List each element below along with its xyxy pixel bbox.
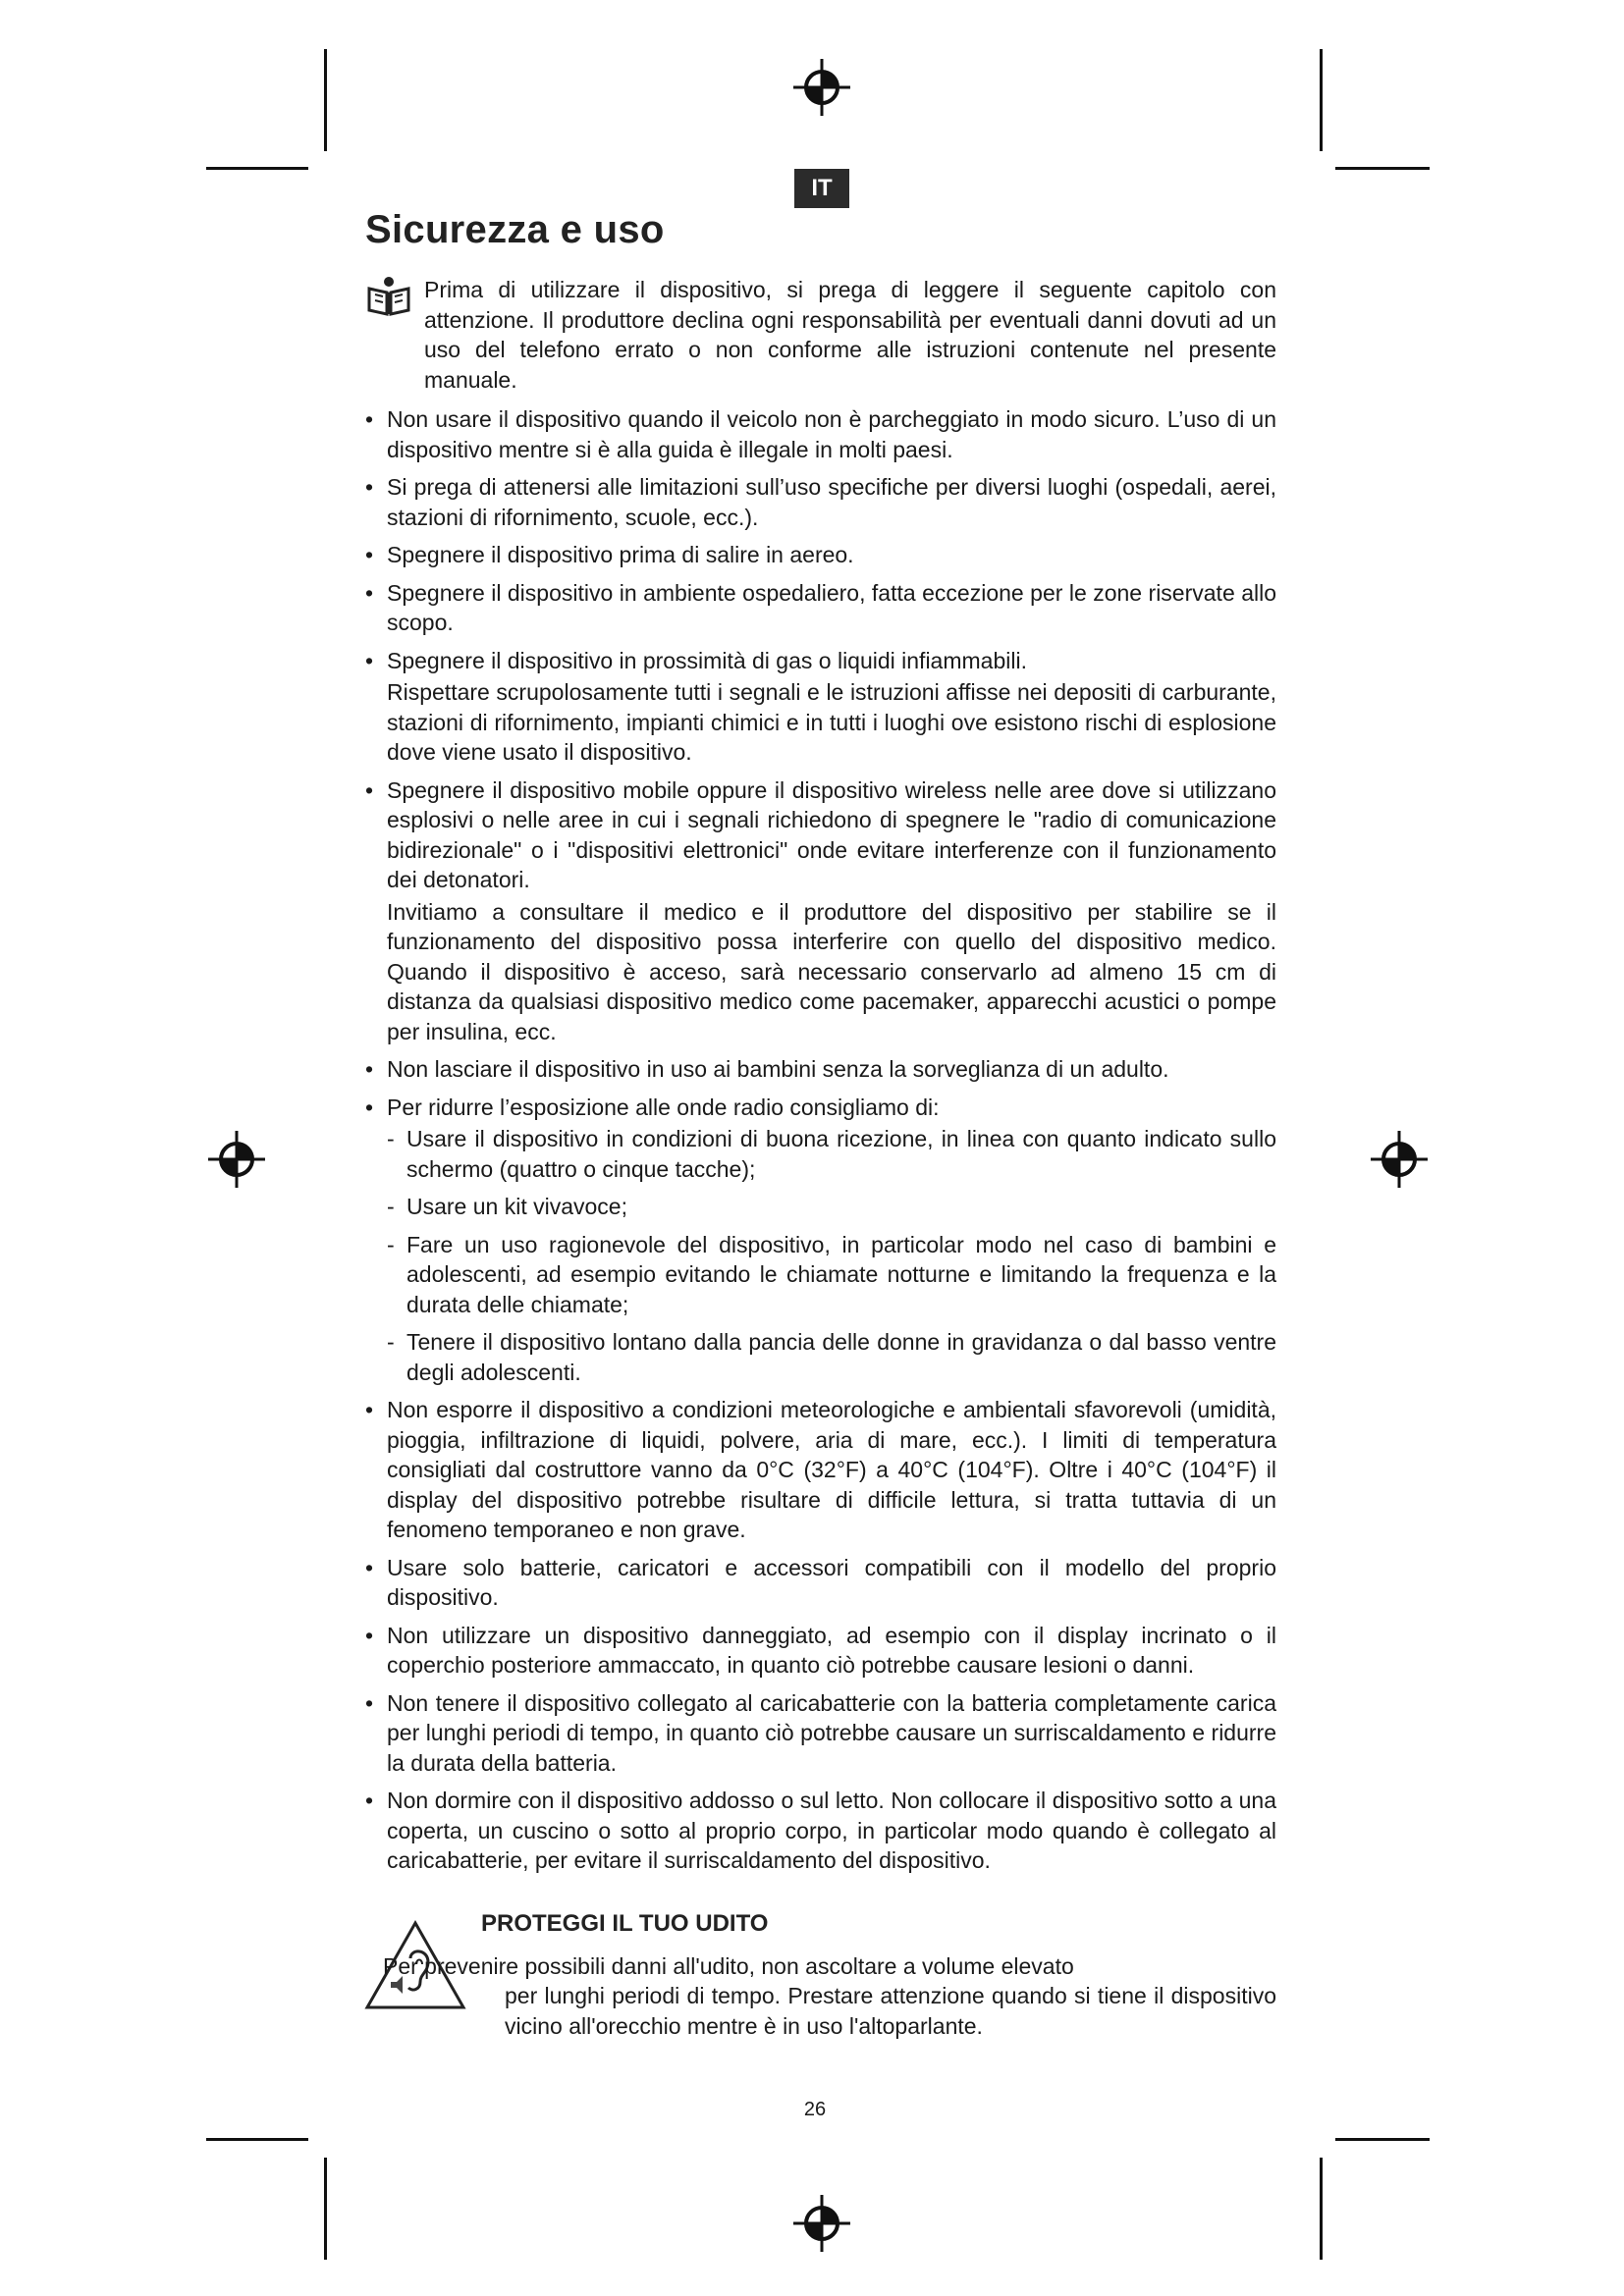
list-item-text: Non dormire con il dispositivo addosso o sul letto. Non collocare il dispositivo sotto a una coperta, un cuscino o sotto al proprio corpo, in particolar modo quando è collegato al caricabatterie, per evitare il surriscaldamento del dispositivo. <box>387 1788 1276 1873</box>
list-item-text: Usare solo batterie, caricatori e accessori compatibili con il modello del proprio dispositivo. <box>387 1554 1276 1610</box>
list-item-text: Spegnere il dispositivo in ambiente ospedaliero, fatta eccezione per le zone riservate allo scopo. <box>387 579 1276 635</box>
safety-list <box>365 404 1276 1884</box>
crop-mark <box>206 2138 308 2141</box>
sub-list-item-text: Tenere il dispositivo lontano dalla pancia delle donne in gravidanza o dal basso ventre degli adolescenti. <box>406 1329 1276 1385</box>
registration-mark-icon <box>791 57 852 118</box>
sub-list-item-text: Fare un uso ragionevole del dispositivo, in particolar modo nel caso di bambini e adolescenti, ad esempio evitando le chiamate notturne e limitando la frequenza e la durata delle chiamate; <box>406 1231 1276 1317</box>
list-item: • Per ridurre l’esposizione alle onde radio consigliamo di: <box>365 1094 940 1120</box>
read-manual-icon <box>365 275 412 316</box>
list-item-text: Non lasciare il dispositivo in uso ai bambini senza la sorveglianza di un adulto. <box>387 1056 1169 1082</box>
sub-list-item: - Usare il dispositivo in condizioni di buona ricezione, in linea con quanto indicato sullo schermo (quattro o cinque tacche); <box>387 1126 1276 1182</box>
list-item-text: Per ridurre l’esposizione alle onde radio consigliamo di: <box>387 1094 940 1120</box>
list-item-text: Non utilizzare un dispositivo danneggiato, ad esempio con il display incrinato o il coperchio posteriore ammaccato, in quanto ciò potrebbe causare lesioni o danni. <box>387 1622 1276 1678</box>
hearing-text-line: Per prevenire possibili danni all'udito, non ascoltare a volume elevato <box>383 1953 1074 1979</box>
list-item: • Si prega di attenersi alle limitazioni sull’uso specifiche per diversi luoghi (ospedali, aerei, stazioni di rifornimento, scuole, ecc.). <box>365 474 1276 530</box>
crop-mark <box>1320 2158 1323 2260</box>
sub-list-item: - Usare un kit vivavoce; <box>387 1194 627 1219</box>
list-item: • Non utilizzare un dispositivo danneggiato, ad esempio con il display incrinato o il coperchio posteriore ammaccato, in quanto ciò potrebbe causare lesioni o danni. <box>365 1622 1276 1678</box>
page-title: Sicurezza e uso <box>365 208 665 251</box>
paragraph: Invitiamo a consultare il medico e il produttore del dispositivo per stabilire se il funzionamento del dispositivo possa interferire con quello del dispositivo medico. Quando il dispositivo è acceso, sarà necessario conservarlo ad almeno 15 cm di distanza da qualsiasi dispositivo medico come pacemaker, apparecchi acustici o pompe per insulina, ecc. <box>387 898 1276 1044</box>
intro-paragraph: Prima di utilizzare il dispositivo, si prega di leggere il seguente capitolo con attenzione. Il produttore declina ogni responsabilità per eventuali danni dovuti ad un uso del telefono errato o non conforme alle istruzioni contenute nel presente manuale. <box>424 277 1276 393</box>
list-item-text: Non esporre il dispositivo a condizioni meteorologiche e ambientali sfavorevoli (umidità, pioggia, infiltrazione di liquidi, polvere, aria di mare, ecc.). I limiti di temperatura consigliati dal costruttore vanno da 0°C (32°F) a 40°C (104°F). Oltre i 40°C (104°F) il display del dispositivo potrebbe risultare di difficile lettura, si tratta tuttavia di un fenomeno temporaneo e non grave. <box>387 1397 1276 1542</box>
list-item: • Spegnere il dispositivo mobile oppure il dispositivo wireless nelle aree dove si utilizzano esplosivi o nelle aree in cui i segnali richiedono di spegnere le "radio di comunicazione bidirezionale" o i "dispositivi elettronici" onde evitare interferenze con il funzionamento dei detonatori. <box>365 776 1276 892</box>
sub-list-item-text: Usare un kit vivavoce; <box>406 1194 627 1219</box>
list-item-text: Non usare il dispositivo quando il veicolo non è parcheggiato in modo sicuro. L’uso di un dispositivo mentre si è alla guida è illegale in molti paesi. <box>387 406 1276 462</box>
list-item: • Spegnere il dispositivo in ambiente ospedaliero, fatta eccezione per le zone riservate allo scopo. <box>365 579 1276 635</box>
list-item-text: Spegnere il dispositivo prima di salire in aereo. <box>387 542 854 567</box>
list-item: • Non lasciare il dispositivo in uso ai bambini senza la sorveglianza di un adulto. <box>365 1056 1169 1082</box>
registration-mark-icon <box>206 1129 267 1190</box>
list-item: • Spegnere il dispositivo in prossimità di gas o liquidi infiammabili. <box>365 647 1027 673</box>
registration-mark-icon <box>1369 1129 1430 1190</box>
list-item-text: Non tenere il dispositivo collegato al caricabatterie con la batteria completamente carica per lunghi periodi di tempo, in quanto ciò potrebbe causare un surriscaldamento e ridurre la durata della batteria. <box>387 1689 1276 1776</box>
list-item-text: Spegnere il dispositivo mobile oppure il dispositivo wireless nelle aree dove si utilizzano esplosivi o nelle aree in cui i segnali richiedono di spegnere le "radio di comunicazione bidirezionale" o i "dispositivi elettronici" onde evitare interferenze con il funzionamento dei detonatori. <box>387 776 1276 892</box>
sub-list-item: - Fare un uso ragionevole del dispositivo, in particolar modo nel caso di bambini e adolescenti, ad esempio evitando le chiamate notturne e limitando la frequenza e la durata delle chiamate; <box>387 1231 1276 1317</box>
list-item: • Non dormire con il dispositivo addosso o sul letto. Non collocare il dispositivo sotto a una coperta, un cuscino o sotto al proprio corpo, in particolar modo quando è collegato al caricabatterie, per evitare il surriscaldamento del dispositivo. <box>365 1788 1276 1873</box>
sub-list-item-text: Usare il dispositivo in condizioni di buona ricezione, in linea con quanto indicato sullo schermo (quattro o cinque tacche); <box>406 1126 1276 1182</box>
hearing-text: per lunghi periodi di tempo. Prestare attenzione quando si tiene il dispositivo vicino all'orecchio mentre è in uso l'altoparlante. <box>505 1983 1276 2039</box>
list-item-text: Si prega di attenersi alle limitazioni sull’uso specifiche per diversi luoghi (ospedali, aerei, stazioni di rifornimento, scuole, ecc.). <box>387 474 1276 530</box>
crop-mark <box>324 2158 327 2260</box>
list-item: • Spegnere il dispositivo prima di salire in aereo. <box>365 542 854 567</box>
crop-mark <box>1335 2138 1430 2141</box>
crop-mark <box>324 49 327 151</box>
list-item: • Non usare il dispositivo quando il veicolo non è parcheggiato in modo sicuro. L’uso di un dispositivo mentre si è alla guida è illegale in molti paesi. <box>365 406 1276 462</box>
hearing-section-title: PROTEGGI IL TUO UDITO <box>481 1910 769 1937</box>
crop-mark <box>1320 49 1323 151</box>
list-item-text: Spegnere il dispositivo in prossimità di gas o liquidi infiammabili. <box>387 647 1027 673</box>
paragraph: Rispettare scrupolosamente tutti i segnali e le istruzioni affisse nei depositi di carburante, stazioni di rifornimento, impianti chimici e in tutti i luoghi ove esistono rischi di esplosione dove viene usato il dispositivo. <box>387 679 1276 765</box>
list-item: • Non tenere il dispositivo collegato al caricabatterie con la batteria completamente carica per lunghi periodi di tempo, in quanto ciò potrebbe causare un surriscaldamento e ridurre la durata della batteria. <box>365 1689 1276 1776</box>
language-badge: IT <box>794 169 849 208</box>
page-number: 26 <box>803 2099 827 2120</box>
registration-mark-icon <box>791 2193 852 2254</box>
list-item: • Non esporre il dispositivo a condizioni meteorologiche e ambientali sfavorevoli (umidità, pioggia, infiltrazione di liquidi, polvere, aria di mare, ecc.). I limiti di temperatura consigliati dal costruttore vanno da 0°C (32°F) a 40°C (104°F). Oltre i 40°C (104°F) il display del dispositivo potrebbe risultare di difficile lettura, si tratta tuttavia di un fenomeno temporaneo e non grave. <box>365 1397 1276 1542</box>
crop-mark <box>1335 167 1430 170</box>
list-item: • Usare solo batterie, caricatori e accessori compatibili con il modello del proprio dispositivo. <box>365 1554 1276 1610</box>
sub-list-item: - Tenere il dispositivo lontano dalla pancia delle donne in gravidanza o dal basso ventre degli adolescenti. <box>387 1329 1276 1385</box>
crop-mark <box>206 167 308 170</box>
